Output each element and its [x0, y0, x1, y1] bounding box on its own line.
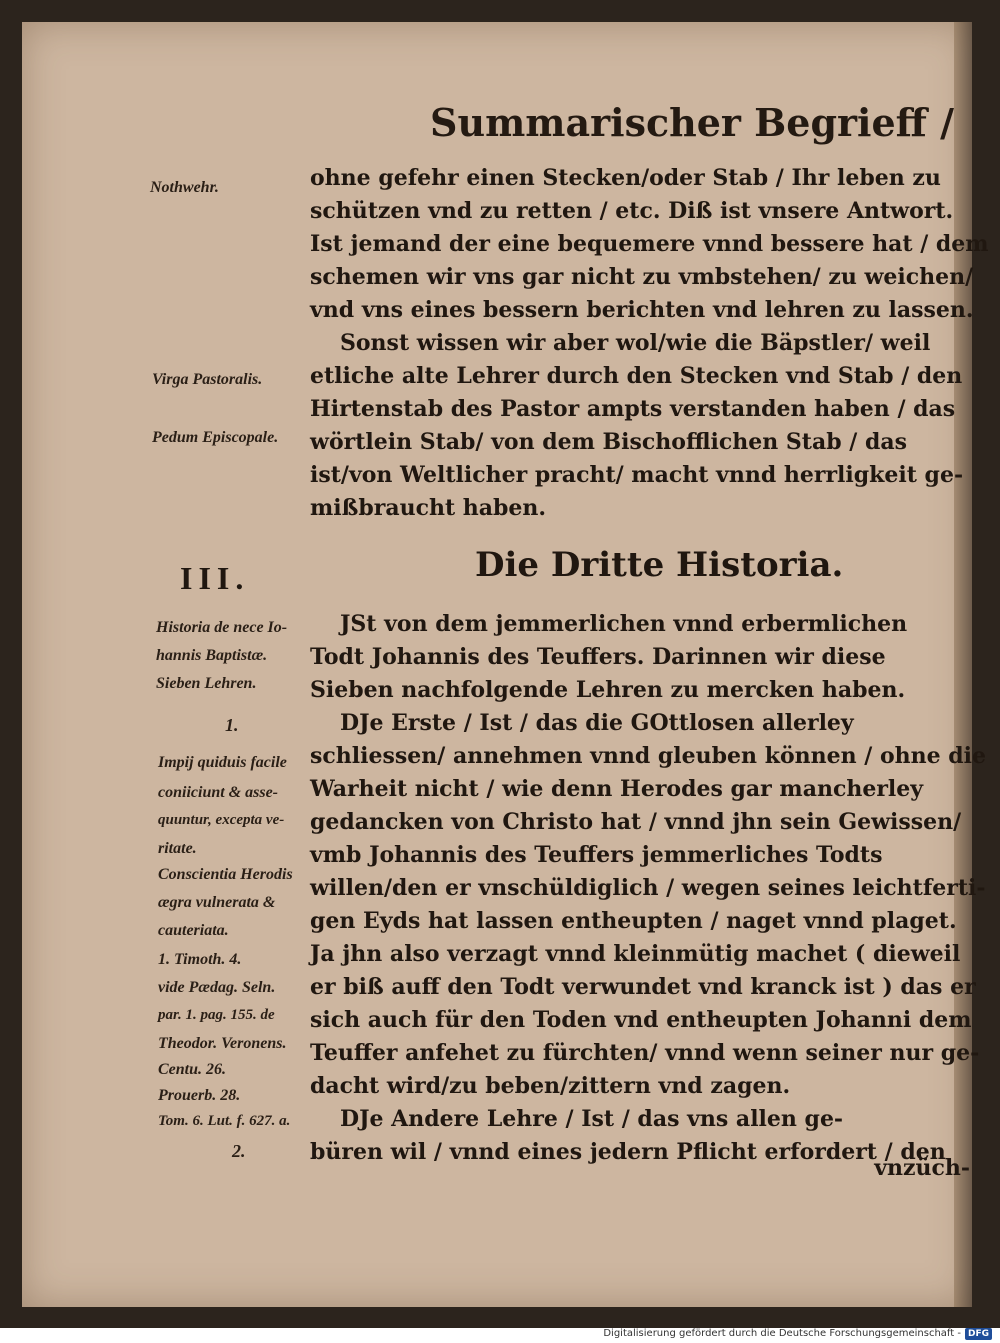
margin-note: Prouerb. 28.: [158, 1087, 241, 1104]
text-line: Ist jemand der eine bequemere vnnd bessere hat / dem: [310, 231, 989, 257]
margin-note: hannis Baptistæ.: [156, 647, 268, 664]
text-line: DJe Erste / Ist / das die GOttlosen allerley: [340, 710, 854, 736]
margin-note: cauteriata.: [158, 922, 229, 939]
text-line: wörtlein Stab/ von dem Bischofflichen Stab / das: [310, 429, 907, 455]
text-line: sich auch für den Toden vnd entheupten Johanni dem: [310, 1007, 972, 1033]
margin-note: par. 1. pag. 155. de: [158, 1007, 275, 1023]
margin-note: Impij quiduis facile: [158, 754, 287, 771]
margin-note: coniiciunt & asse-: [158, 784, 279, 801]
text-line: ohne gefehr einen Stecken/oder Stab / Ihr leben zu: [310, 165, 941, 191]
section-number: III.: [180, 560, 250, 596]
catchword: vnzüch-: [874, 1155, 970, 1181]
margin-note: Tom. 6. Lut. f. 627. a.: [158, 1113, 291, 1129]
margin-note: ritate.: [158, 840, 197, 857]
text-line: Sonst wissen wir aber wol/wie die Bäpstler/ weil: [340, 330, 931, 356]
text-line: Teuffer anfehet zu fürchten/ vnnd wenn seiner nur ge-: [310, 1040, 980, 1066]
text-line: DJe Andere Lehre / Ist / das vns allen ge-: [340, 1106, 844, 1132]
text-line: schemen wir vns gar nicht zu vmbstehen/ zu weichen/: [310, 264, 974, 290]
margin-note: Historia de nece Io-: [156, 619, 288, 636]
text-line: vnd vns eines bessern berichten vnd lehren zu lassen.: [310, 297, 974, 323]
margin-note: 1. Timoth. 4.: [158, 951, 242, 968]
margin-note: vide Pædag. Seln.: [158, 979, 276, 996]
margin-note: Sieben Lehren.: [156, 675, 257, 692]
text-line: Hirtenstab des Pastor ampts verstanden haben / das: [310, 396, 956, 422]
text-line: er biß auff den Todt verwundet vnd kranck ist ) das er: [310, 974, 976, 1000]
dfg-logo: DFG: [965, 1328, 992, 1340]
footer-text: Digitalisierung gefördert durch die Deutsche Forschungsgemeinschaft -: [603, 1328, 961, 1339]
page-edge-shadow: [954, 22, 972, 1307]
footer-credit: [603, 1326, 992, 1341]
running-head: Summarischer Begrieff /: [430, 100, 954, 145]
text-line: Sieben nachfolgende Lehren zu mercken haben.: [310, 677, 906, 703]
text-line: schliessen/ annehmen vnnd gleuben können / ohne die: [310, 743, 987, 769]
margin-note: quuntur, excepta ve-: [158, 812, 285, 828]
margin-note: Conscientia Herodis: [158, 866, 293, 883]
margin-note: 2.: [232, 1141, 246, 1161]
text-line: gedancken von Christo hat / vnnd jhn sein Gewissen/: [310, 809, 962, 835]
text-line: etliche alte Lehrer durch den Stecken vnd Stab / den: [310, 363, 963, 389]
margin-note: Theodor. Veronens.: [158, 1035, 287, 1052]
text-line: büren wil / vnnd eines jedern Pflicht erfordert / den: [310, 1139, 946, 1165]
margin-note: Pedum Episcopale.: [152, 429, 279, 446]
margin-note: Virga Pastoralis.: [152, 371, 263, 388]
text-line: gen Eyds hat lassen entheupten / naget vnnd plaget.: [310, 908, 957, 934]
text-line: willen/den er vnschüldiglich / wegen seines leichtferti-: [310, 875, 986, 901]
text-line: dacht wird/zu beben/zittern vnd zagen.: [310, 1073, 791, 1099]
text-line: Ja jhn also verzagt vnnd kleinmütig machet ( dieweil: [310, 941, 961, 967]
text-line: mißbraucht haben.: [310, 495, 547, 521]
text-line: JSt von dem jemmerlichen vnnd erbermlichen: [340, 611, 908, 637]
margin-note: ægra vulnerata &: [158, 894, 276, 911]
section-title: Die Dritte Historia.: [475, 545, 844, 585]
text-line: Todt Johannis des Teuffers. Darinnen wir diese: [310, 644, 886, 670]
margin-note: Centu. 26.: [158, 1061, 227, 1078]
margin-note: Nothwehr.: [150, 179, 219, 196]
text-line: schützen vnd zu retten / etc. Diß ist vnsere Antwort.: [310, 198, 954, 224]
text-line: vmb Johannis des Teuffers jemmerliches Todts: [310, 842, 883, 868]
text-line: ist/von Weltlicher pracht/ macht vnnd herrligkeit ge-: [310, 462, 964, 488]
text-line: Warheit nicht / wie denn Herodes gar mancherley: [310, 776, 924, 802]
margin-note: 1.: [225, 715, 239, 735]
